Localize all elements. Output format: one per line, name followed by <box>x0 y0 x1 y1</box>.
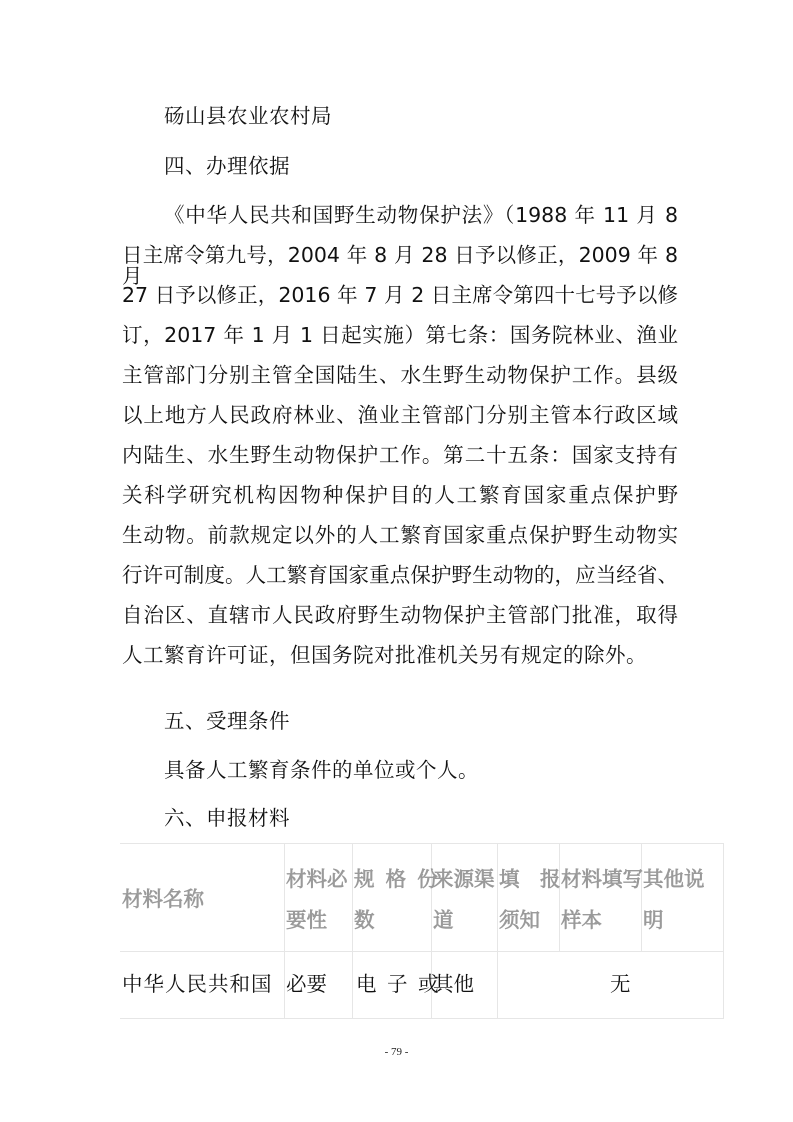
header-sample-line1: 材料填写 <box>561 867 643 891</box>
header-other-line2: 明 <box>643 908 664 932</box>
header-spec-line2: 数 <box>354 908 375 932</box>
basis-line: 订，2017 年 1 月 1 日起实施）第七条：国务院林业、渔业 <box>122 323 678 347</box>
table-rule <box>352 843 353 1019</box>
basis-line: 27 日予以修正，2016 年 7 月 2 日主席令第四十七号予以修 <box>122 283 678 307</box>
header-necessity-line2: 要性 <box>286 908 327 932</box>
section-heading-materials: 六、申报材料 <box>164 806 290 830</box>
header-source-line1: 来源渠 <box>433 867 495 891</box>
row-spec: 电 子 或 <box>356 972 441 996</box>
table-rule <box>497 843 498 1019</box>
row-source: 其他 <box>433 972 474 996</box>
header-spec-line1: 规 格 份 <box>354 867 440 891</box>
header-material-name: 材料名称 <box>122 887 204 911</box>
header-sample-line2: 样本 <box>561 908 602 932</box>
basis-line: 日主席令第九号，2004 年 8 月 28 日予以修正，2009 年 8 月 <box>122 243 678 288</box>
basis-line: 《中华人民共和国野生动物保护法》（1988 年 11 月 8 <box>164 203 678 227</box>
table-rule <box>284 843 285 1019</box>
row-material-name: 中华人民共和国 <box>122 972 273 996</box>
header-other-line1: 其他说 <box>643 867 705 891</box>
page-number: - 79 - <box>384 1046 409 1058</box>
basis-line: 生动物。前款规定以外的人工繁育国家重点保护野生动物实 <box>122 523 678 547</box>
basis-line: 关科学研究机构因物种保护目的人工繁育国家重点保护野 <box>122 483 678 507</box>
basis-line: 人工繁育许可证，但国务院对批准机关另有规定的除外。 <box>122 643 647 667</box>
table-rule <box>120 1018 724 1019</box>
basis-line: 行许可制度。人工繁育国家重点保护野生动物的，应当经省、 <box>122 563 678 587</box>
header-notes-line2: 须知 <box>499 908 540 932</box>
header-source-line2: 道 <box>433 908 454 932</box>
header-notes-line1: 填 报 <box>499 867 561 891</box>
department-name: 砀山县农业农村局 <box>164 104 332 128</box>
row-sample: 无 <box>610 972 631 996</box>
conditions-text: 具备人工繁育条件的单位或个人。 <box>164 758 479 782</box>
basis-line: 以上地方人民政府林业、渔业主管部门分别主管本行政区域 <box>122 403 678 427</box>
table-rule <box>641 843 642 952</box>
table-rule <box>120 951 724 952</box>
row-necessity: 必要 <box>286 972 327 996</box>
table-rule <box>723 843 724 1019</box>
basis-line: 内陆生、水生野生动物保护工作。第二十五条：国家支持有 <box>122 443 678 467</box>
basis-line: 主管部门分别主管全国陆生、水生野生动物保护工作。县级 <box>122 363 678 387</box>
header-necessity-line1: 材料必 <box>286 867 348 891</box>
materials-table <box>120 843 724 1019</box>
table-rule <box>559 843 560 952</box>
table-rule <box>120 843 724 844</box>
section-heading-conditions: 五、受理条件 <box>164 709 290 733</box>
section-heading-basis: 四、办理依据 <box>164 154 290 178</box>
basis-line: 自治区、直辖市人民政府野生动物保护主管部门批准，取得 <box>122 603 678 627</box>
